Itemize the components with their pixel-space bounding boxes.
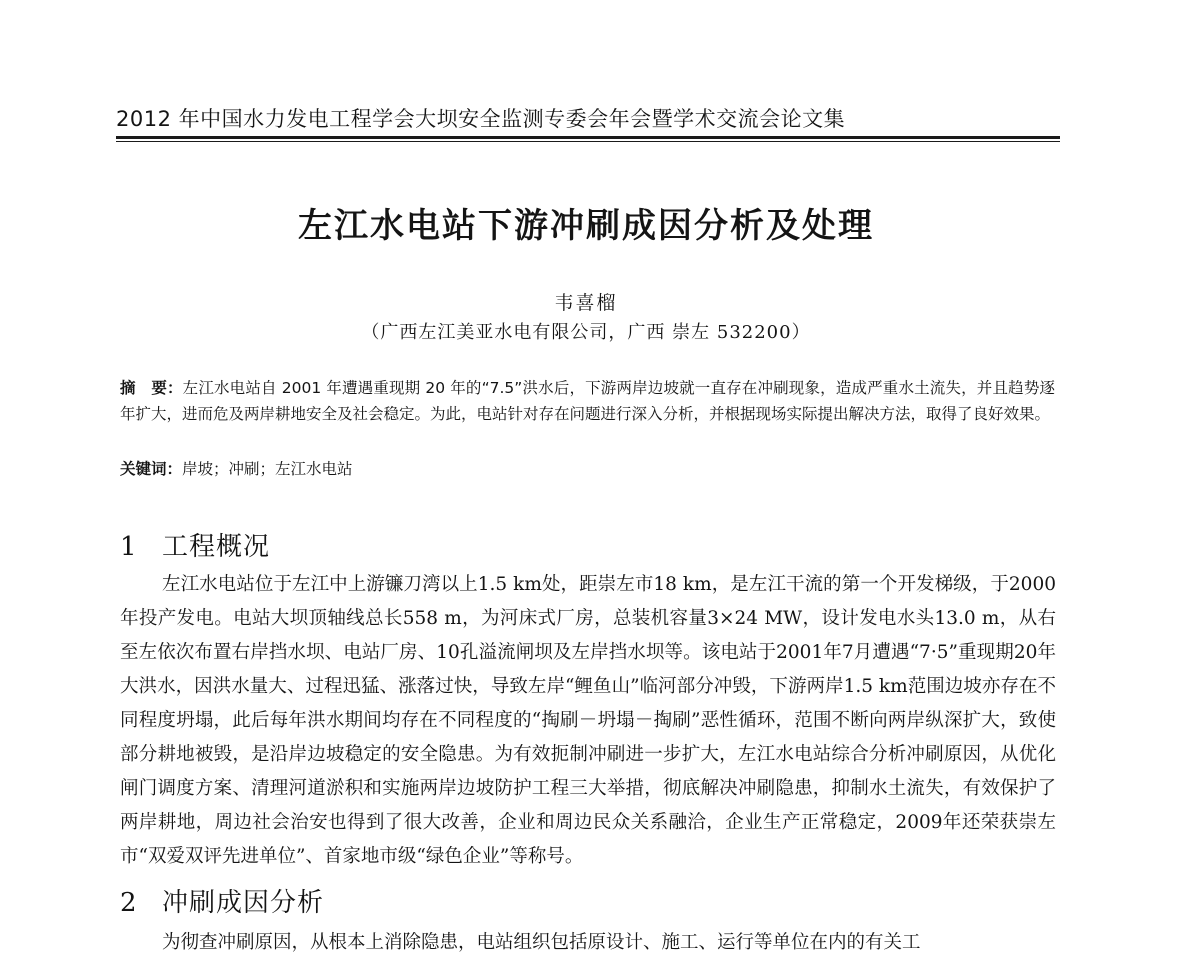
keywords [120, 456, 1055, 482]
header-rule-thick [116, 136, 1060, 139]
section-2-title: 冲刷成因分析 [162, 888, 325, 918]
section-1-heading [120, 526, 270, 563]
keywords-text: 岸坡；冲刷；左江水电站 [182, 460, 353, 478]
abstract-label: 摘 要： [120, 379, 183, 397]
section-2-paragraph: 为彻查冲刷原因，从根本上消除隐患，电站组织包括原设计、施工、运行等单位在内的有关工 [162, 932, 921, 953]
paper-title: 左江水电站下游冲刷成因分析及处理 [298, 206, 874, 246]
paper-author: 韦喜榴 [554, 292, 618, 314]
keywords-label: 关键词： [120, 460, 183, 478]
section-1-title: 工程概况 [162, 532, 271, 562]
running-header: 2012 年中国水力发电工程学会大坝安全监测专委会年会暨学术交流会论文集 [116, 107, 846, 131]
abstract [120, 375, 1055, 427]
header-rule-thin [116, 141, 1060, 142]
section-2-number: 2 [120, 888, 138, 918]
paper-affiliation: （广西左江美亚水电有限公司，广西 崇左 532200） [361, 322, 811, 343]
section-1-number: 1 [120, 532, 138, 562]
section-2-heading [120, 882, 324, 919]
abstract-text: 左江水电站自 2001 年遭遇重现期 20 年的“7.5”洪水后，下游两岸边坡就一直存在冲刷现象，造成严重水土流失，并且趋势逐年扩大，进而危及两岸耕地安全及社会稳定。为此，电站针对存在问题进行深入分析，并根据现场实际提出解决方法，取得了良好效果。 [120, 379, 1055, 423]
section-1-paragraph: 左江水电站位于左江中上游镰刀湾以上1.5 km处，距崇左市18 km，是左江干流的第一个开发梯级，于2000年投产发电。电站大坝顶轴线总长558 m，为河床式厂房，总装机容量3×24 MW，设计发电水头13.0 m，从右至左依次布置右岸挡水坝、电站厂房、10孔溢流闸坝及左岸挡水坝等。该电站于2001年7月遭遇“7·5”重现期20年大洪水，因洪水量大、过程迅猛、涨落过快，导致左岸“鲤鱼山”临河部分冲毁，下游两岸1.5 km范围边坡亦存在不同程度坍塌，此后每年洪水期间均存在不同程度的“掏刷－坍塌－掏刷”恶性循环，范围不断向两岸纵深扩大，致使部分耕地被毁，是沿岸边坡稳定的安全隐患。为有效扼制冲刷进一步扩大，左江水电站综合分析冲刷原因，从优化闸门调度方案、清理河道淤积和实施两岸边坡防护工程三大举措，彻底解决冲刷隐患，抑制水土流失，有效保护了两岸耕地，周边社会治安也得到了很大改善，企业和周边民众关系融洽，企业生产正常稳定，2009年还荣获崇左市“双爱双评先进单位”、首家地市级“绿色企业”等称号。 [120, 574, 1056, 867]
